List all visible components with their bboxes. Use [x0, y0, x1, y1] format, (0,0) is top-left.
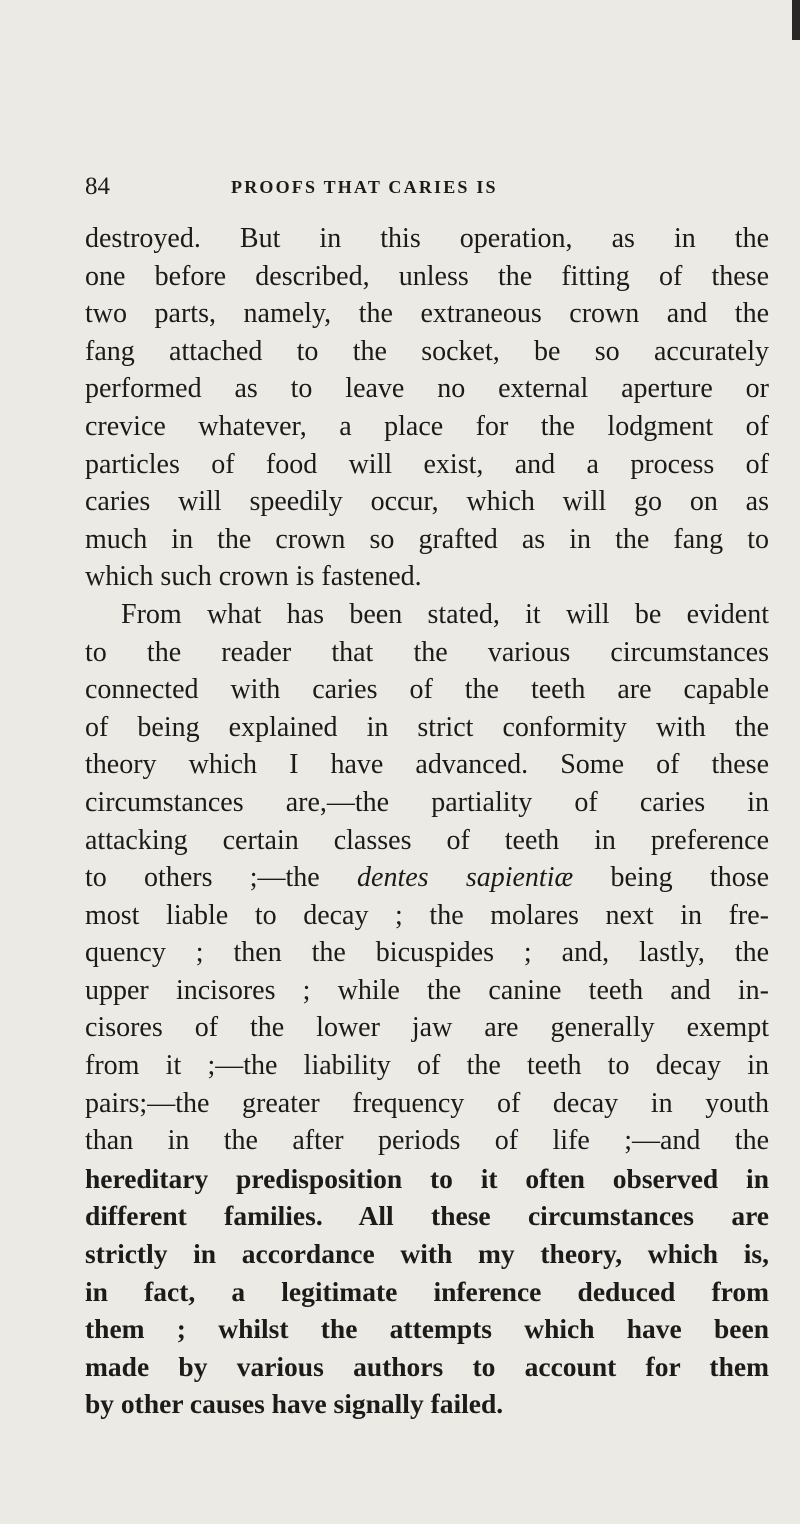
scan-edge-mark [792, 0, 800, 40]
text-line: made by various authors to account for them [85, 1350, 769, 1382]
text-line: quency ; then the bicuspides ; and, lastly, the [85, 937, 769, 969]
italic-term: dentes sapientiæ [357, 862, 574, 894]
text-line: circumstances are,—the partiality of caries in [85, 786, 769, 818]
text-line: From what has been stated, it will be evident [121, 598, 769, 630]
text-line: pairs;—the greater frequency of decay in youth [85, 1087, 769, 1119]
text-line: hereditary predisposition to it often observed in [85, 1162, 769, 1194]
page-number: 84 [85, 173, 110, 200]
text-line: by other causes have signally failed. [85, 1388, 504, 1420]
text-line: to the reader that the various circumstances [85, 636, 769, 668]
running-head [85, 172, 705, 202]
text-line: upper incisores ; while the canine teeth and in- [85, 974, 769, 1006]
text-line: of being explained in strict conformity with the [85, 711, 769, 743]
text-line: from it ;—the liability of the teeth to decay in [85, 1050, 769, 1082]
text-line: theory which I have advanced. Some of these [85, 749, 769, 781]
text-line: performed as to leave no external aperture or [85, 373, 769, 405]
text-line: particles of food will exist, and a process of [85, 448, 769, 480]
text-line: different families. All these circumstances are [85, 1200, 769, 1232]
text-line: caries will speedily occur, which will go on as [85, 486, 769, 518]
body-text [85, 220, 769, 1423]
text-segment: to others ;—the [85, 862, 320, 894]
text-line: most liable to decay ; the molares next in fre- [85, 899, 769, 931]
text-line: destroyed. But in this operation, as in the [85, 223, 769, 254]
text-line: strictly in accordance with my theory, which is, [85, 1238, 769, 1270]
text-line-with-italic [85, 859, 769, 897]
text-line: connected with caries of the teeth are capable [85, 674, 769, 706]
text-line: fang attached to the socket, be so accurately [85, 335, 769, 367]
running-title: PROOFS THAT CARIES IS [231, 177, 498, 197]
text-segment: being those [610, 862, 770, 894]
text-line: much in the crown so grafted as in the fang to [85, 523, 769, 555]
text-line: crevice whatever, a place for the lodgment of [85, 410, 769, 442]
text-line: cisores of the lower jaw are generally exempt [85, 1012, 769, 1044]
text-line: attacking certain classes of teeth in preference [85, 824, 769, 856]
text-line: them ; whilst the attempts which have been [85, 1313, 769, 1345]
text-line: which such crown is fastened. [85, 561, 422, 593]
text-line: than in the after periods of life ;—and the [85, 1125, 769, 1157]
text-line: one before described, unless the fitting of these [85, 260, 769, 292]
text-line: two parts, namely, the extraneous crown and the [85, 298, 769, 330]
text-line: in fact, a legitimate inference deduced from [85, 1275, 769, 1307]
